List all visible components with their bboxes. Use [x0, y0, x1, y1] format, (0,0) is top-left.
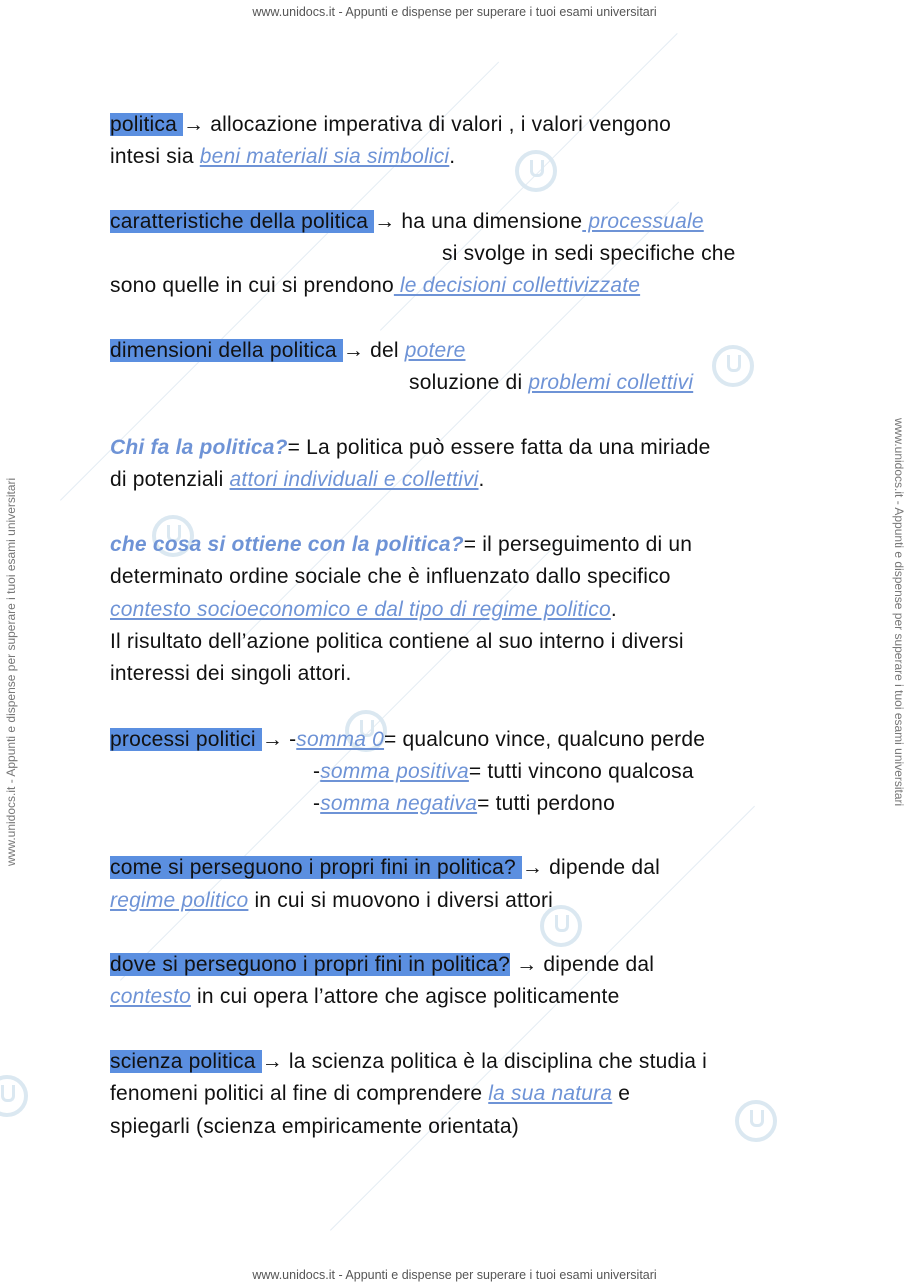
footer-watermark: www.unidocs.it - Appunti e dispense per superare i tuoi esami universitari — [252, 1268, 657, 1282]
scienza-line-2: fenomeni politici al fine di comprendere la sua natura e — [110, 1082, 631, 1105]
scienza-line-3: spiegarli (scienza empiricamente orientata) — [110, 1115, 519, 1138]
side-watermark-right: www.unidocs.it - Appunti e dispense per superare i tuoi esami universitari — [892, 418, 906, 807]
come-line-2: regime politico in cui si muovono i diversi attori — [110, 889, 554, 912]
che-cosa-line-2: determinato ordine sociale che è influenzato dallo specifico — [110, 565, 671, 588]
link-beni-materiali[interactable]: beni materiali sia simbolici — [199, 145, 450, 168]
link-attori[interactable]: attori individuali e collettivi — [229, 468, 479, 491]
term-come: come si perseguono i propri fini in politica? — [110, 856, 522, 879]
term-dove: dove si perseguono i propri fini in politica? — [110, 953, 511, 976]
caratteristiche-line-1: caratteristiche della politica → ha una dimensione processuale — [110, 210, 704, 233]
chi-fa-line-2: di potenziali attori individuali e collettivi. — [110, 468, 485, 491]
che-cosa-line-4: Il risultato dell’azione politica contiene al suo interno i diversi — [110, 630, 684, 653]
link-somma-positiva[interactable]: somma positiva — [320, 760, 469, 783]
link-la-sua-natura[interactable]: la sua natura — [488, 1082, 613, 1105]
link-contesto-socioeconomico[interactable]: contesto socioeconomico e dal tipo di regime politico — [110, 598, 611, 621]
processi-line-2: -somma positiva= tutti vincono qualcosa — [313, 760, 694, 783]
watermark-logo-icon — [515, 150, 557, 192]
watermark-logo-icon — [0, 1075, 28, 1117]
link-somma-0[interactable]: somma 0 — [296, 728, 385, 751]
link-contesto[interactable]: contesto — [110, 985, 191, 1008]
politica-line-2: intesi sia beni materiali sia simbolici. — [110, 145, 456, 168]
question-chi-fa: Chi fa la politica? — [110, 436, 288, 459]
caratteristiche-line-2: si svolge in sedi specifiche che — [442, 242, 736, 265]
side-watermark-left: www.unidocs.it - Appunti e dispense per superare i tuoi esami universitari — [4, 477, 18, 866]
chi-fa-line-1: Chi fa la politica?= La politica può essere fatta da una miriade — [110, 436, 711, 459]
link-processuale[interactable]: processuale — [582, 210, 704, 233]
link-problemi-collettivi[interactable]: problemi collettivi — [528, 371, 694, 394]
term-caratteristiche: caratteristiche della politica — [110, 210, 375, 233]
link-somma-negativa[interactable]: somma negativa — [320, 792, 478, 815]
watermark-logo-icon — [712, 345, 754, 387]
che-cosa-line-3: contesto socioeconomico e dal tipo di regime politico. — [110, 598, 617, 621]
link-potere[interactable]: potere — [404, 339, 466, 362]
dove-line-1: dove si perseguono i propri fini in politica? → dipende dal — [110, 953, 655, 976]
question-che-cosa: che cosa si ottiene con la politica? — [110, 533, 464, 556]
term-dimensioni: dimensioni della politica — [110, 339, 343, 362]
link-regime-politico[interactable]: regime politico — [110, 889, 249, 912]
politica-line-1: politica → allocazione imperativa di valori , i valori vengono — [110, 113, 672, 136]
dove-line-2: contesto in cui opera l’attore che agisce politicamente — [110, 985, 620, 1008]
che-cosa-line-1: che cosa si ottiene con la politica?= il perseguimento di un — [110, 533, 693, 556]
term-politica: politica — [110, 113, 184, 136]
processi-line-1: processi politici → -somma 0= qualcuno vince, qualcuno perde — [110, 728, 706, 751]
scienza-line-1: scienza politica → la scienza politica è la disciplina che studia i — [110, 1050, 708, 1073]
dimensioni-line-2: soluzione di problemi collettivi — [409, 371, 694, 394]
come-line-1: come si perseguono i propri fini in politica? → dipende dal — [110, 856, 660, 879]
term-processi: processi politici — [110, 728, 262, 751]
header-watermark: www.unidocs.it - Appunti e dispense per superare i tuoi esami universitari — [252, 5, 657, 19]
che-cosa-line-5: interessi dei singoli attori. — [110, 662, 352, 685]
processi-line-3: -somma negativa= tutti perdono — [313, 792, 615, 815]
caratteristiche-line-3: sono quelle in cui si prendono le decisioni collettivizzate — [110, 274, 641, 297]
term-scienza: scienza politica — [110, 1050, 262, 1073]
watermark-logo-icon — [735, 1100, 777, 1142]
dimensioni-line-1: dimensioni della politica → del potere — [110, 339, 466, 362]
link-decisioni-collettivizzate[interactable]: le decisioni collettivizzate — [393, 274, 641, 297]
